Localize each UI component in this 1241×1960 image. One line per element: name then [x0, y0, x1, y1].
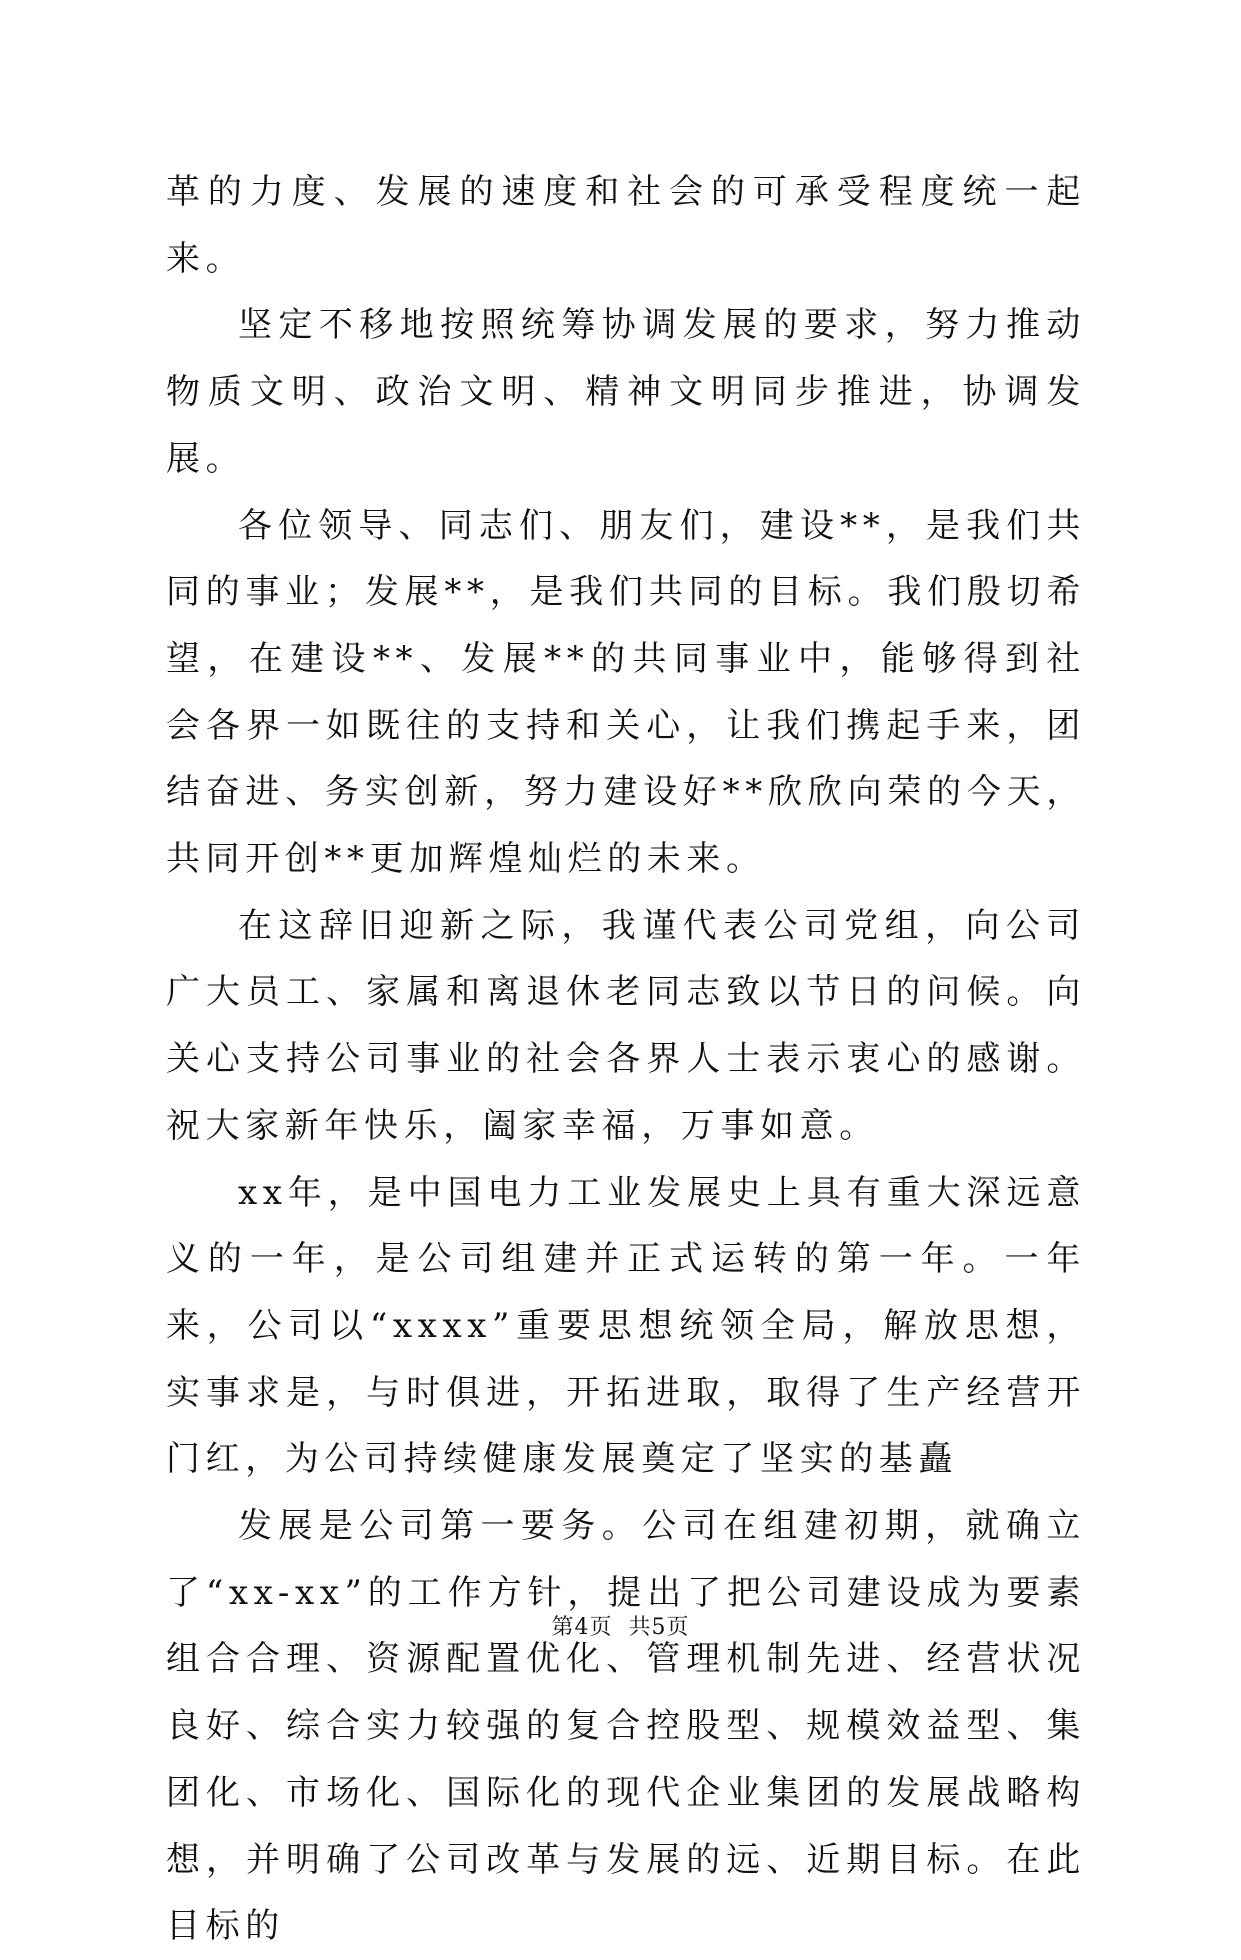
paragraph-4: 在这辞旧迎新之际，我谨代表公司党组，向公司广大员工、家属和离退休老同志致以节日的问候。向关心支持公司事业的社会各界人士表示衷心的感谢。祝大家新年快乐，阖家幸福，万事如意。: [166, 905, 1086, 1146]
page-footer: [0, 1610, 1241, 1641]
paragraph-3: 各位领导、同志们、朋友们，建设**，是我们共同的事业；发展**，是我们共同的目标。我们殷切希望，在建设**、发展**的共同事业中，能够得到社会各界一如既往的支持和关心，让我们携起手来，团结奋进、务实创新，努力建设好**欣欣向荣的今天，共同开创**更加辉煌灿烂的未来。: [166, 505, 1086, 880]
paragraph-1: 革的力度、发展的速度和社会的可承受程度统一起来。: [166, 172, 1086, 279]
page-total: 共5页: [628, 1615, 690, 1640]
paragraph-2: 坚定不移地按照统筹协调发展的要求，努力推动物质文明、政治文明、精神文明同步推进，协调发展。: [166, 305, 1086, 479]
document-body: [166, 159, 1086, 1960]
page-number: 第4页: [551, 1615, 613, 1640]
paragraph-5: xx年，是中国电力工业发展史上具有重大深远意义的一年，是公司组建并正式运转的第一年。一年来，公司以“xxxx”重要思想统领全局，解放思想，实事求是，与时俱进，开拓进取，取得了生产经营开门红，为公司持续健康发展奠定了坚实的基矗: [166, 1172, 1086, 1480]
paragraph-6: 发展是公司第一要务。公司在组建初期，就确立了“xx-xx”的工作方针，提出了把公司建设成为要素组合合理、资源配置优化、管理机制先进、经营状况良好、综合实力较强的复合控股型、规模效益型、集团化、市场化、国际化的现代企业集团的发展战略构想，并明确了公司改革与发展的远、近期目标。在此目标的: [166, 1506, 1086, 1947]
